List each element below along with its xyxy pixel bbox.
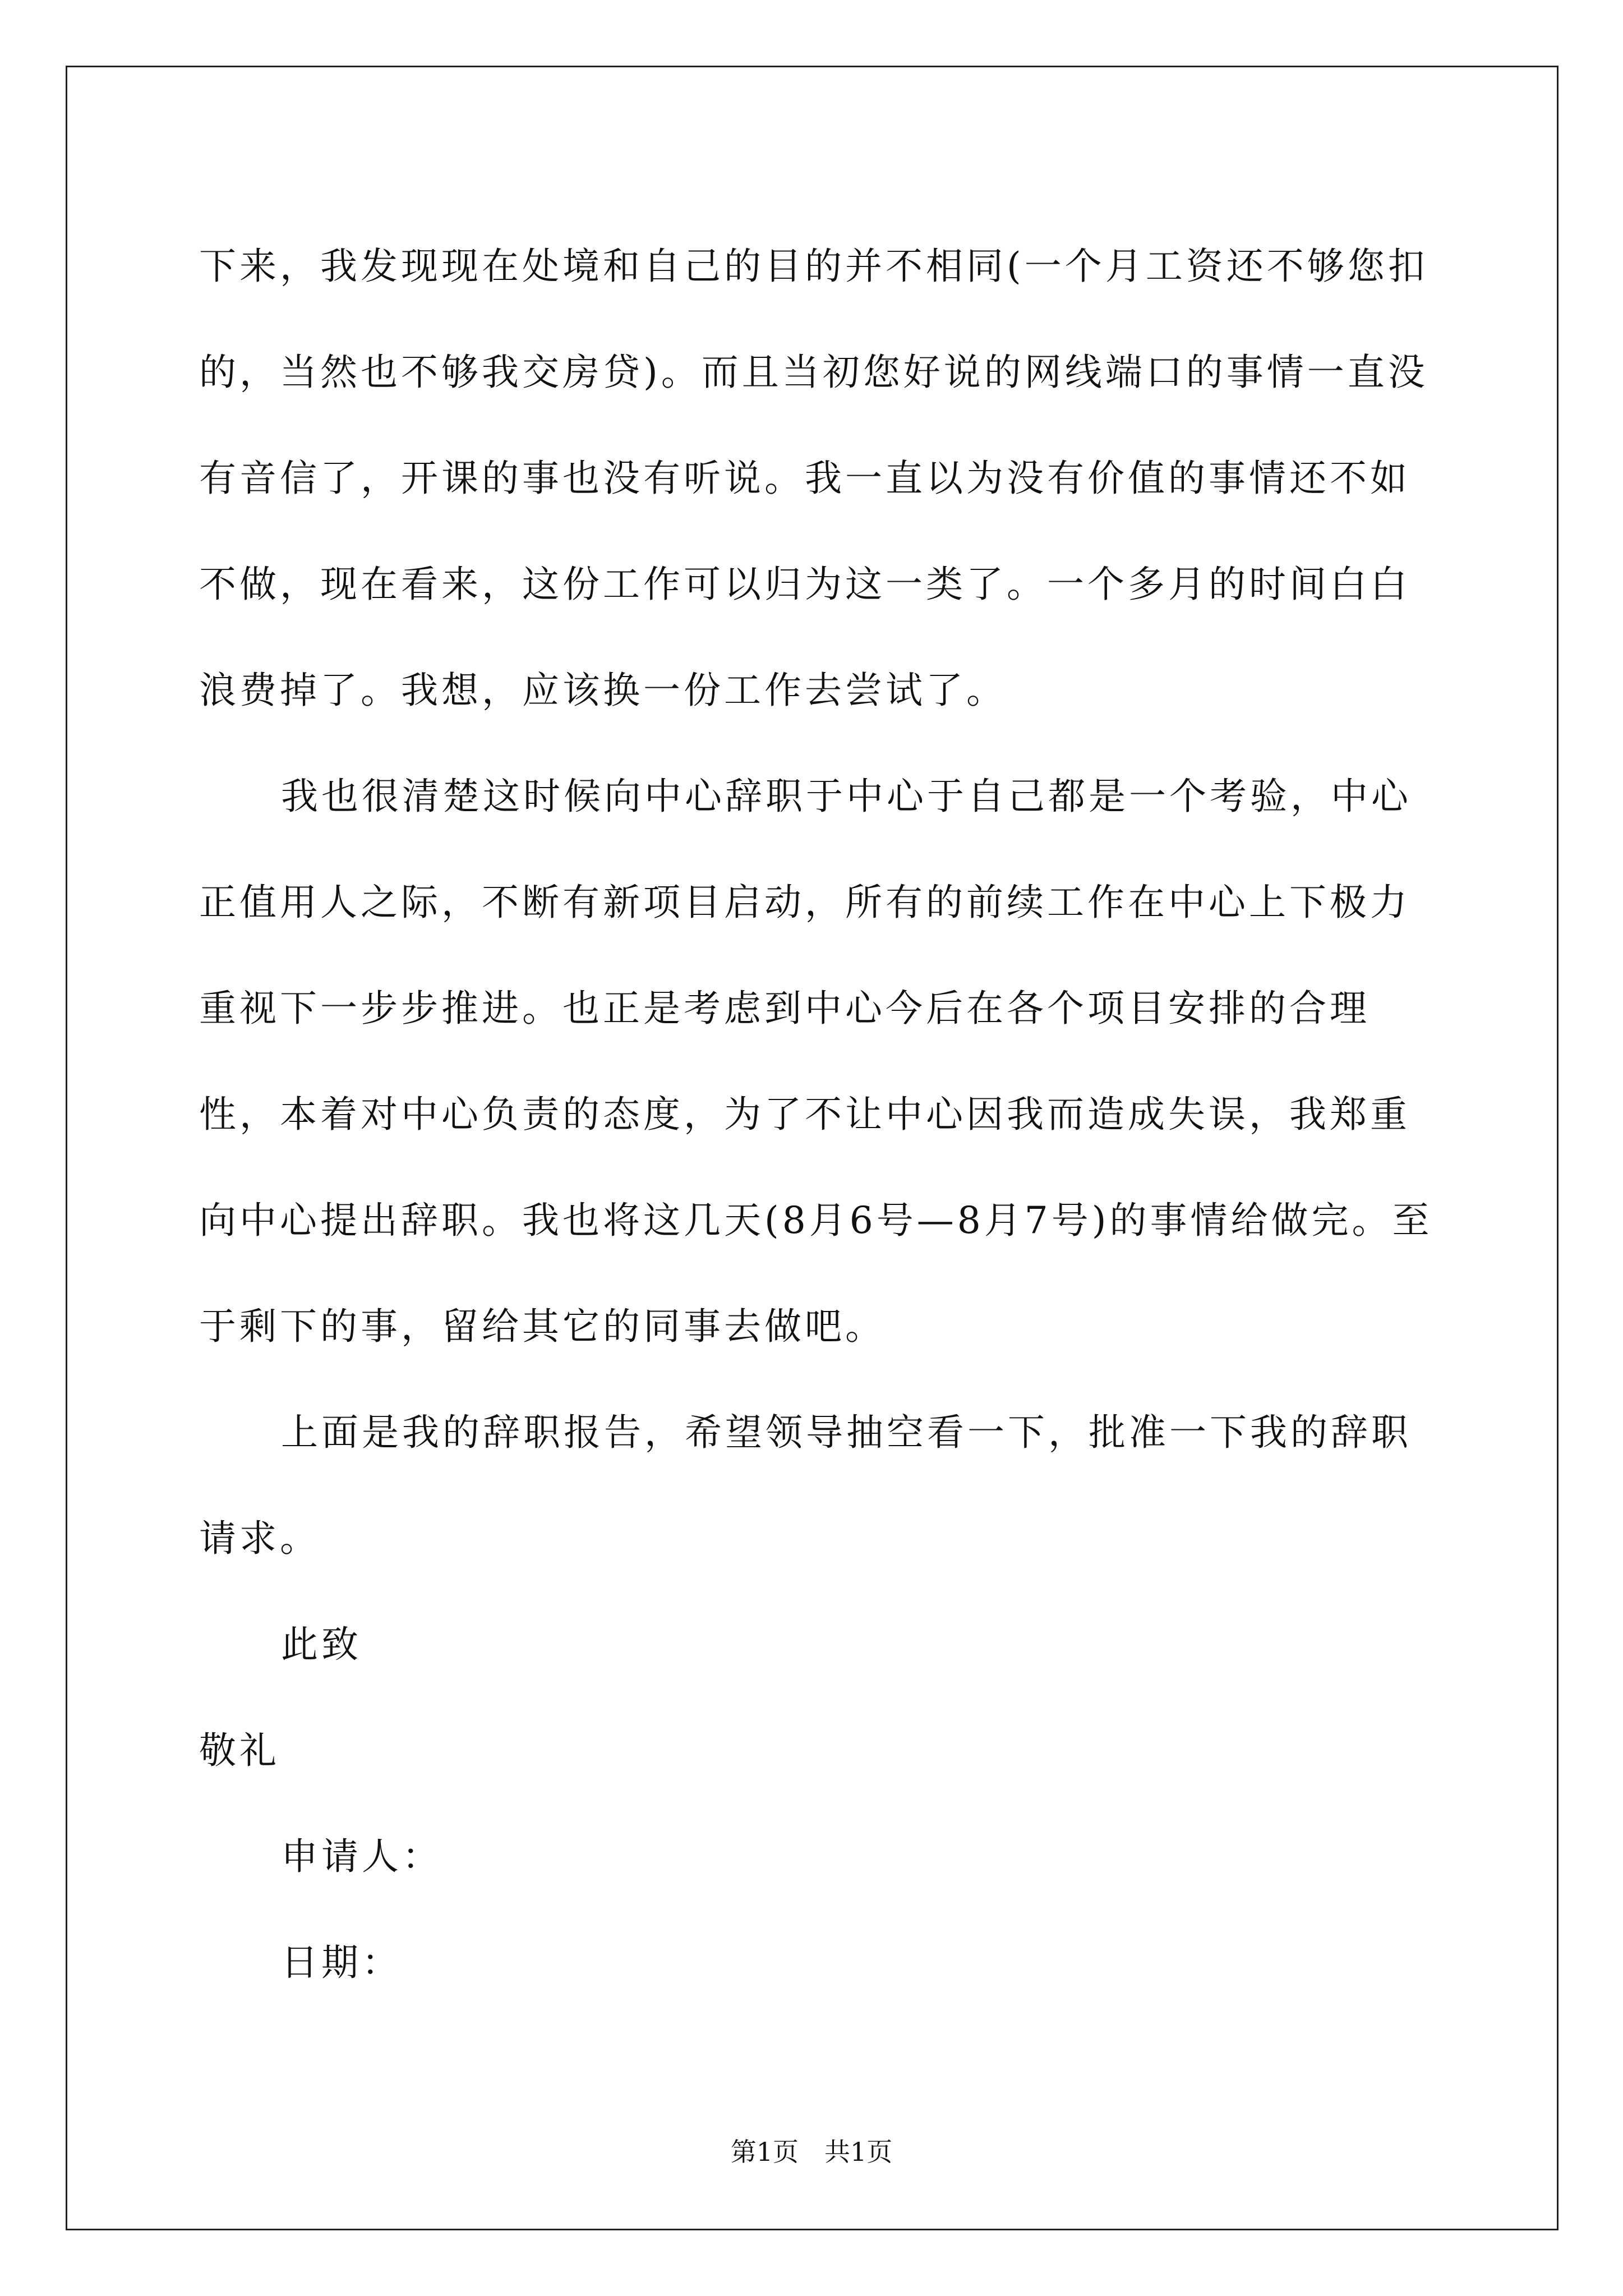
paragraph-text: 上面是我的辞职报告，希望领导抽空看一下，批准一下我的辞职请求。 [199, 1411, 1412, 1560]
date-line [199, 1910, 1444, 2016]
paragraph-request [199, 1379, 1444, 1591]
paragraph-resignation-reason [199, 743, 1444, 1379]
closing-salutation [199, 1591, 1444, 1697]
paragraph-text: 申请人： [281, 1835, 442, 1878]
closing-regards [199, 1697, 1444, 1803]
page-footer: 第1页 共1页 [730, 2137, 893, 2167]
paragraph-text: 下来，我发现现在处境和自己的目的并不相同(一个月工资还不够您扣的，当然也不够我交房贷)。而且当初您好说的网线端口的事情一直没有音信了，开课的事也没有听说。我一直以为没有价值的事情还不如不做，现在看来，这份工作可以归为这一类了。一个多月的时间白白浪费掉了。我想，应该换一份工作去尝试了。 [199, 245, 1428, 712]
paragraph-text: 日期： [281, 1941, 402, 1984]
paragraph-text: 敬礼 [199, 1729, 280, 1772]
paragraph-text: 我也很清楚这时候向中心辞职于中心于自己都是一个考验，中心正值用人之际，不断有新项目启动，所有的前续工作在中心上下极力重视下一步步推进。也正是考虑到中心今后在各个项目安排的合理性，本着对中心负责的态度，为了不让中心因我而造成失误，我郑重向中心提出辞职。我也将这几天(8月6号—8月7号)的事情给做完。至于剩下的事，留给其它的同事去做吧。 [199, 775, 1433, 1348]
document-body [199, 213, 1444, 2016]
paragraph-continuation [199, 213, 1444, 743]
applicant-line [199, 1803, 1444, 1910]
paragraph-text: 此致 [281, 1623, 362, 1666]
